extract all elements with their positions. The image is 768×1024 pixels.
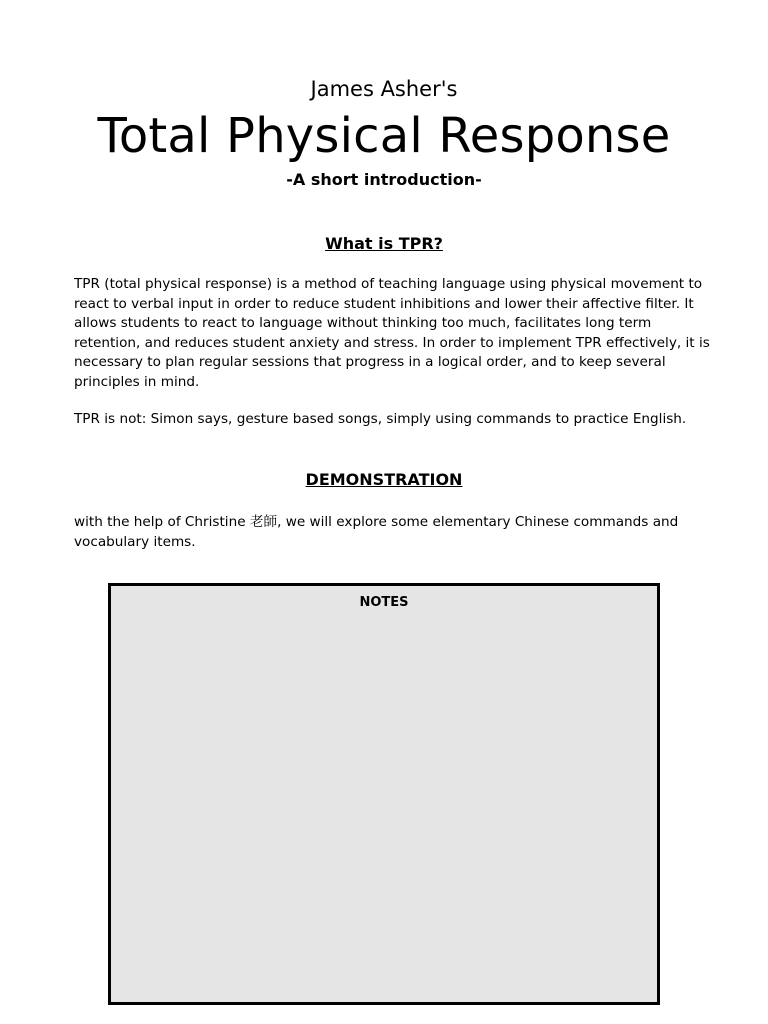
section-heading-demonstration: DEMONSTRATION (305, 470, 463, 489)
demonstration-paragraph: with the help of Christine 老師, we will explore some elementary Chinese commands and vocabulary items. (74, 514, 679, 550)
document-title: Total Physical Response (97, 108, 671, 164)
tpr-is-not-paragraph: TPR is not: Simon says, gesture based songs, simply using commands to practice English. (74, 411, 687, 427)
author-line: James Asher's (310, 77, 458, 101)
section-heading-what-is-tpr: What is TPR? (325, 234, 443, 253)
notes-label: NOTES (359, 595, 409, 610)
notes-box (108, 583, 660, 1005)
document-subtitle: -A short introduction- (286, 170, 482, 189)
tpr-definition-paragraph: TPR (total physical response) is a method of teaching language using physical movement to react to verbal input in order to reduce student inhibitions and lower their affective filter. It allows students to react to language without thinking too much, facilitates long term retention, and reduces student anxiety and stress. In order to implement TPR effectively, it is necessary to plan regular sessions that progress in a logical order, and to keep several principles in mind. (74, 276, 710, 390)
